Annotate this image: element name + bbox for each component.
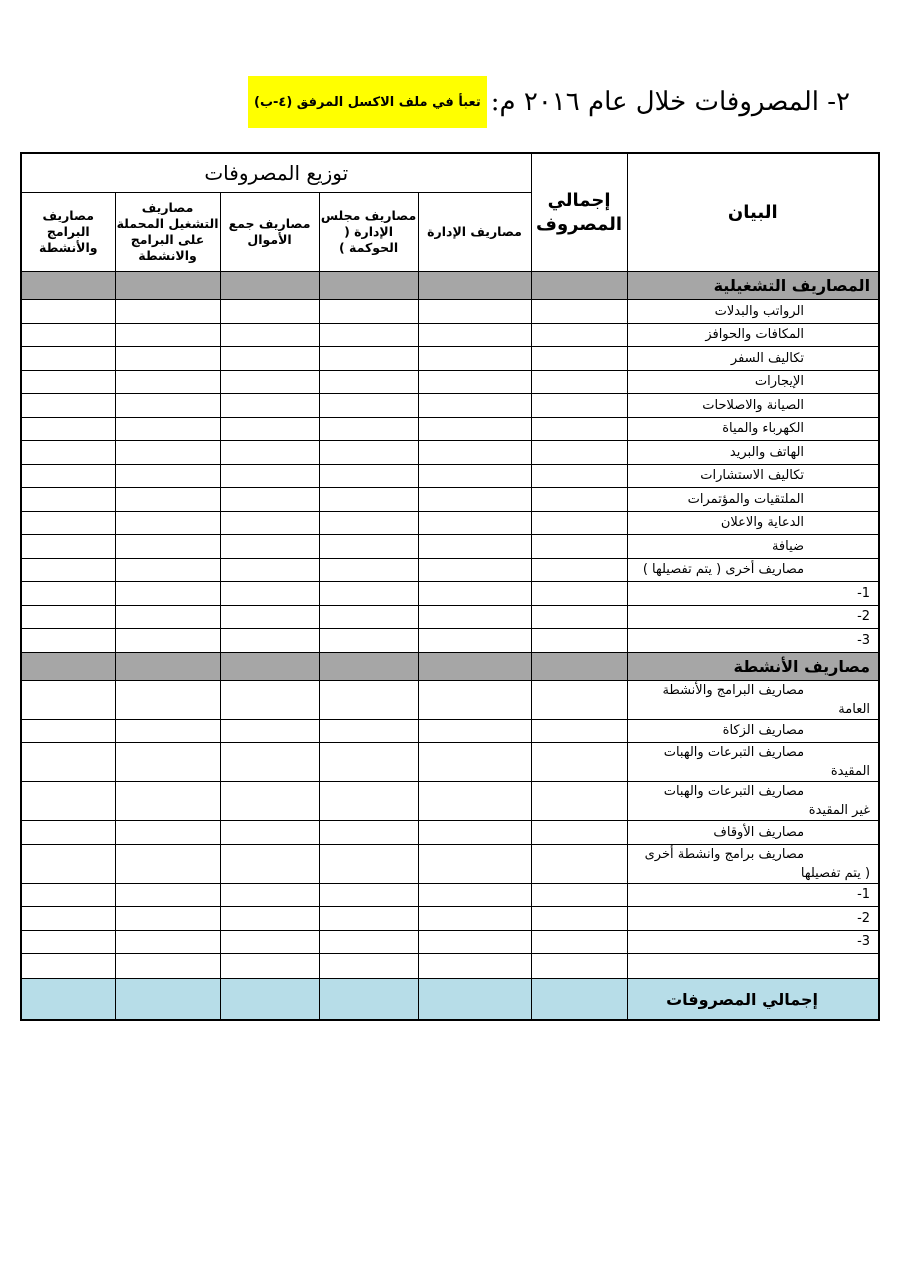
table-row	[21, 441, 879, 465]
row-label: مصاريف الأنشطة	[627, 652, 879, 680]
admin-cell[interactable]	[418, 558, 531, 582]
programs-cell[interactable]	[21, 844, 115, 883]
row-label	[627, 743, 879, 782]
table-row	[21, 605, 879, 629]
programs-cell[interactable]	[21, 782, 115, 821]
table-row	[21, 417, 879, 441]
admin-cell[interactable]	[418, 680, 531, 719]
table-row	[21, 511, 879, 535]
row-label-line1: مصاريف التبرعات والهبات	[663, 745, 805, 760]
row-label: 2-	[627, 605, 879, 629]
operating-allocated-cell[interactable]	[115, 719, 220, 743]
total-cell[interactable]	[531, 605, 627, 629]
operating-allocated-cell[interactable]	[115, 417, 220, 441]
table-row	[21, 782, 879, 821]
header-col-fundraising: مصاريف جمع الأموال	[220, 193, 319, 272]
operating-allocated-cell[interactable]	[115, 535, 220, 559]
programs-cell[interactable]	[21, 930, 115, 954]
board-cell[interactable]	[319, 441, 418, 465]
fundraising-cell[interactable]	[220, 680, 319, 719]
table-row	[21, 323, 879, 347]
programs-cell[interactable]	[21, 488, 115, 512]
operating-allocated-cell[interactable]	[115, 300, 220, 324]
admin-cell[interactable]	[418, 629, 531, 653]
row-label	[627, 782, 879, 821]
admin-cell[interactable]	[418, 464, 531, 488]
row-label: الملتقيات والمؤتمرات	[627, 488, 879, 512]
fundraising-cell[interactable]	[220, 370, 319, 394]
total-cell[interactable]	[531, 394, 627, 418]
total-cell[interactable]	[531, 719, 627, 743]
total-cell[interactable]	[531, 582, 627, 606]
programs-cell[interactable]	[21, 535, 115, 559]
table-row	[21, 488, 879, 512]
row-label: المكافات والحوافز	[627, 323, 879, 347]
operating-allocated-cell[interactable]	[115, 930, 220, 954]
programs-cell[interactable]	[21, 605, 115, 629]
total-cell[interactable]	[531, 300, 627, 324]
programs-cell[interactable]	[21, 417, 115, 441]
board-cell[interactable]	[319, 743, 418, 782]
table-row	[21, 464, 879, 488]
fundraising-cell	[220, 652, 319, 680]
total-cell	[531, 272, 627, 300]
board-cell[interactable]	[319, 464, 418, 488]
fundraising-cell[interactable]	[220, 719, 319, 743]
table-row	[21, 347, 879, 371]
row-label: الرواتب والبدلات	[627, 300, 879, 324]
operating-allocated-cell	[115, 979, 220, 1021]
row-label	[627, 954, 879, 979]
row-label: تكاليف الاستشارات	[627, 464, 879, 488]
operating-allocated-cell	[115, 652, 220, 680]
operating-allocated-cell[interactable]	[115, 347, 220, 371]
admin-cell[interactable]	[418, 743, 531, 782]
fundraising-cell[interactable]	[220, 907, 319, 931]
fundraising-cell[interactable]	[220, 511, 319, 535]
row-label: 3-	[627, 629, 879, 653]
board-cell[interactable]	[319, 782, 418, 821]
operating-allocated-cell[interactable]	[115, 821, 220, 845]
programs-cell[interactable]	[21, 629, 115, 653]
programs-cell[interactable]	[21, 394, 115, 418]
row-label-line2: غير المقيدة	[808, 803, 871, 818]
fundraising-cell[interactable]	[220, 488, 319, 512]
fundraising-cell	[220, 272, 319, 300]
total-cell[interactable]	[531, 535, 627, 559]
fundraising-cell[interactable]	[220, 743, 319, 782]
total-cell[interactable]	[531, 782, 627, 821]
operating-allocated-cell[interactable]	[115, 582, 220, 606]
fundraising-cell[interactable]	[220, 464, 319, 488]
board-cell[interactable]	[319, 629, 418, 653]
fundraising-cell[interactable]	[220, 844, 319, 883]
table-row	[21, 629, 879, 653]
programs-cell[interactable]	[21, 883, 115, 907]
board-cell[interactable]	[319, 930, 418, 954]
total-cell	[531, 979, 627, 1021]
programs-cell[interactable]	[21, 347, 115, 371]
operating-allocated-cell[interactable]	[115, 370, 220, 394]
row-label: ضيافة	[627, 535, 879, 559]
programs-cell[interactable]	[21, 907, 115, 931]
total-cell[interactable]	[531, 930, 627, 954]
admin-cell[interactable]	[418, 821, 531, 845]
admin-cell[interactable]	[418, 347, 531, 371]
admin-cell[interactable]	[418, 605, 531, 629]
section-row-activities	[21, 652, 879, 680]
admin-cell[interactable]	[418, 370, 531, 394]
board-cell	[319, 652, 418, 680]
total-cell[interactable]	[531, 743, 627, 782]
fundraising-cell[interactable]	[220, 347, 319, 371]
fundraising-cell	[220, 979, 319, 1021]
fundraising-cell[interactable]	[220, 930, 319, 954]
fundraising-cell[interactable]	[220, 535, 319, 559]
programs-cell	[21, 979, 115, 1021]
admin-cell[interactable]	[418, 394, 531, 418]
admin-cell[interactable]	[418, 582, 531, 606]
total-cell[interactable]	[531, 441, 627, 465]
fundraising-cell[interactable]	[220, 605, 319, 629]
programs-cell[interactable]	[21, 464, 115, 488]
operating-allocated-cell[interactable]	[115, 680, 220, 719]
section-row-operating	[21, 272, 879, 300]
operating-allocated-cell[interactable]	[115, 605, 220, 629]
total-cell[interactable]	[531, 821, 627, 845]
total-cell[interactable]	[531, 954, 627, 979]
fundraising-cell[interactable]	[220, 821, 319, 845]
row-label: الدعاية والاعلان	[627, 511, 879, 535]
operating-allocated-cell[interactable]	[115, 883, 220, 907]
board-cell[interactable]	[319, 883, 418, 907]
page-heading	[250, 76, 850, 128]
operating-allocated-cell[interactable]	[115, 782, 220, 821]
board-cell[interactable]	[319, 719, 418, 743]
fundraising-cell[interactable]	[220, 954, 319, 979]
admin-cell[interactable]	[418, 417, 531, 441]
operating-allocated-cell[interactable]	[115, 488, 220, 512]
admin-cell	[418, 979, 531, 1021]
fundraising-cell[interactable]	[220, 441, 319, 465]
operating-allocated-cell[interactable]	[115, 511, 220, 535]
board-cell[interactable]	[319, 907, 418, 931]
row-label: الإيجارات	[627, 370, 879, 394]
board-cell	[319, 979, 418, 1021]
row-label: المصاريف التشغيلية	[627, 272, 879, 300]
programs-cell[interactable]	[21, 511, 115, 535]
row-label: 3-	[627, 930, 879, 954]
operating-allocated-cell[interactable]	[115, 323, 220, 347]
operating-allocated-cell[interactable]	[115, 907, 220, 931]
board-cell[interactable]	[319, 394, 418, 418]
operating-allocated-cell[interactable]	[115, 394, 220, 418]
table-row	[21, 680, 879, 719]
board-cell[interactable]	[319, 370, 418, 394]
table-row	[21, 883, 879, 907]
row-label-line2: المقيدة	[830, 764, 871, 779]
row-label-line1: مصاريف برامج وانشطة أخرى	[644, 846, 805, 862]
total-cell[interactable]	[531, 680, 627, 719]
board-cell[interactable]	[319, 417, 418, 441]
fundraising-cell[interactable]	[220, 394, 319, 418]
programs-cell[interactable]	[21, 582, 115, 606]
admin-cell[interactable]	[418, 844, 531, 883]
admin-cell[interactable]	[418, 719, 531, 743]
fundraising-cell[interactable]	[220, 629, 319, 653]
admin-cell[interactable]	[418, 954, 531, 979]
fundraising-cell[interactable]	[220, 323, 319, 347]
board-cell	[319, 272, 418, 300]
header-distribution: توزيع المصروفات	[21, 153, 531, 193]
table-row	[21, 300, 879, 324]
table-row	[21, 370, 879, 394]
programs-cell[interactable]	[21, 743, 115, 782]
board-cell[interactable]	[319, 605, 418, 629]
row-label	[627, 844, 879, 883]
programs-cell[interactable]	[21, 441, 115, 465]
table-row	[21, 930, 879, 954]
grand-total-row	[21, 979, 879, 1021]
admin-cell	[418, 272, 531, 300]
programs-cell[interactable]	[21, 680, 115, 719]
total-cell[interactable]	[531, 907, 627, 931]
programs-cell	[21, 272, 115, 300]
board-cell[interactable]	[319, 558, 418, 582]
row-label: الصيانة والاصلاحات	[627, 394, 879, 418]
admin-cell[interactable]	[418, 323, 531, 347]
operating-allocated-cell[interactable]	[115, 558, 220, 582]
operating-allocated-cell[interactable]	[115, 441, 220, 465]
total-cell[interactable]	[531, 883, 627, 907]
row-label-line2: ( يتم تفصيلها	[800, 865, 871, 881]
total-cell[interactable]	[531, 347, 627, 371]
admin-cell[interactable]	[418, 782, 531, 821]
table-row	[21, 394, 879, 418]
row-label: مصاريف الزكاة	[627, 719, 879, 743]
row-label	[627, 680, 879, 719]
excel-note-highlight: تعبأ في ملف الاكسل المرفق (٤-ب)	[248, 76, 487, 128]
fundraising-cell[interactable]	[220, 582, 319, 606]
programs-cell[interactable]	[21, 821, 115, 845]
row-label: مصاريف الأوقاف	[627, 821, 879, 845]
admin-cell[interactable]	[418, 907, 531, 931]
programs-cell[interactable]	[21, 370, 115, 394]
board-cell[interactable]	[319, 680, 418, 719]
board-cell[interactable]	[319, 535, 418, 559]
table-row	[21, 558, 879, 582]
section-title: ٢- المصروفات خلال عام ٢٠١٦ م:	[490, 87, 850, 117]
total-cell[interactable]	[531, 511, 627, 535]
board-cell[interactable]	[319, 954, 418, 979]
programs-cell	[21, 652, 115, 680]
board-cell[interactable]	[319, 323, 418, 347]
total-cell[interactable]	[531, 558, 627, 582]
board-cell[interactable]	[319, 821, 418, 845]
row-label: تكاليف السفر	[627, 347, 879, 371]
fundraising-cell[interactable]	[220, 782, 319, 821]
row-label: 1-	[627, 582, 879, 606]
board-cell[interactable]	[319, 582, 418, 606]
table-row	[21, 743, 879, 782]
row-label-line1: مصاريف التبرعات والهبات	[663, 784, 805, 799]
table-row-empty	[21, 954, 879, 979]
admin-cell[interactable]	[418, 488, 531, 512]
operating-allocated-cell[interactable]	[115, 464, 220, 488]
table-row	[21, 844, 879, 883]
admin-cell[interactable]	[418, 511, 531, 535]
header-col-programs: مصاريف البرامج والأنشطة	[21, 193, 115, 272]
table-row	[21, 821, 879, 845]
table-row	[21, 535, 879, 559]
row-label: إجمالي المصروفات	[627, 979, 879, 1021]
total-cell[interactable]	[531, 370, 627, 394]
row-label: الهاتف والبريد	[627, 441, 879, 465]
row-label-line2: العامة	[838, 701, 871, 717]
board-cell[interactable]	[319, 347, 418, 371]
admin-cell	[418, 652, 531, 680]
expenses-table	[20, 152, 880, 1021]
table-row	[21, 582, 879, 606]
header-row-1	[21, 153, 879, 193]
programs-cell[interactable]	[21, 719, 115, 743]
admin-cell[interactable]	[418, 930, 531, 954]
operating-allocated-cell[interactable]	[115, 629, 220, 653]
board-cell[interactable]	[319, 511, 418, 535]
header-bayan: البيان	[627, 153, 879, 272]
operating-allocated-cell[interactable]	[115, 743, 220, 782]
total-cell[interactable]	[531, 464, 627, 488]
row-label: 1-	[627, 883, 879, 907]
total-cell[interactable]	[531, 488, 627, 512]
operating-allocated-cell	[115, 272, 220, 300]
operating-allocated-cell[interactable]	[115, 954, 220, 979]
total-cell	[531, 652, 627, 680]
fundraising-cell[interactable]	[220, 883, 319, 907]
admin-cell[interactable]	[418, 300, 531, 324]
row-label-line1: مصاريف البرامج والأنشطة	[662, 682, 805, 698]
board-cell[interactable]	[319, 300, 418, 324]
programs-cell[interactable]	[21, 323, 115, 347]
admin-cell[interactable]	[418, 535, 531, 559]
row-label: الكهرباء والمياة	[627, 417, 879, 441]
programs-cell[interactable]	[21, 558, 115, 582]
total-cell[interactable]	[531, 417, 627, 441]
total-cell[interactable]	[531, 629, 627, 653]
row-label: 2-	[627, 907, 879, 931]
header-col-board: مصاريف مجلس الإدارة ( الحوكمة )	[319, 193, 418, 272]
admin-cell[interactable]	[418, 441, 531, 465]
header-total-expense: إجمالي المصروف	[531, 153, 627, 272]
fundraising-cell[interactable]	[220, 558, 319, 582]
admin-cell[interactable]	[418, 883, 531, 907]
fundraising-cell[interactable]	[220, 417, 319, 441]
row-label: مصاريف أخرى ( يتم تفصيلها )	[627, 558, 879, 582]
header-col-admin: مصاريف الإدارة	[418, 193, 531, 272]
programs-cell[interactable]	[21, 954, 115, 979]
fundraising-cell[interactable]	[220, 300, 319, 324]
board-cell[interactable]	[319, 844, 418, 883]
programs-cell[interactable]	[21, 300, 115, 324]
header-col-operating-allocated: مصاريف التشغيل المحملة على البرامج والانشطة	[115, 193, 220, 272]
table-row	[21, 719, 879, 743]
total-cell[interactable]	[531, 323, 627, 347]
board-cell[interactable]	[319, 488, 418, 512]
table-row	[21, 907, 879, 931]
total-cell[interactable]	[531, 844, 627, 883]
operating-allocated-cell[interactable]	[115, 844, 220, 883]
